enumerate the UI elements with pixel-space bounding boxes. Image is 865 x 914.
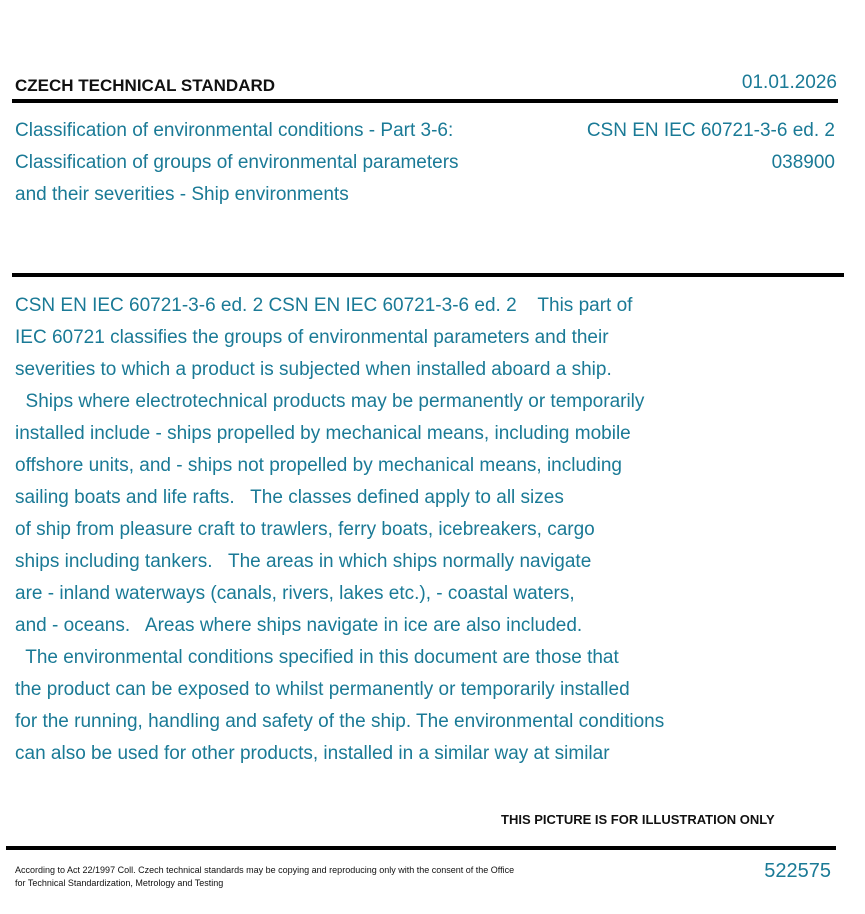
abstract-line: and - oceans. Areas where ships navigate in ice are also included. [15, 615, 583, 636]
abstract-line: for the running, handling and safety of the ship. The environmental conditions [15, 711, 665, 732]
abstract-line: are - inland waterways (canals, rivers, lakes etc.), - coastal waters, [15, 583, 575, 604]
abstract-line: the product can be exposed to whilst permanently or temporarily installed [15, 679, 630, 700]
publication-date: 01.01.2026 [741, 72, 837, 93]
standard-identifier [587, 115, 835, 179]
abstract-line: sailing boats and life rafts. The classes defined apply to all sizes [15, 487, 564, 508]
standard-title [15, 115, 535, 211]
standard-title-line: and their severities - Ship environments [15, 184, 349, 205]
top-divider [12, 99, 838, 103]
illustration-note: THIS PICTURE IS FOR ILLUSTRATION ONLY [501, 812, 775, 827]
legal-notice-line: According to Act 22/1997 Coll. Czech technical standards may be copying and reproducing only with the consent of the Office [15, 865, 515, 875]
abstract-text [15, 290, 775, 770]
legal-notice [15, 864, 615, 890]
standard-title-line: Classification of groups of environmental parameters [15, 152, 459, 173]
standard-code: CSN EN IEC 60721-3-6 ed. 2 [586, 120, 835, 141]
abstract-line: CSN EN IEC 60721-3-6 ed. 2 CSN EN IEC 60721-3-6 ed. 2 This part of [15, 295, 633, 316]
abstract-line: IEC 60721 classifies the groups of environmental parameters and their [15, 327, 609, 348]
legal-notice-line: for Technical Standardization, Metrology and Testing [15, 878, 224, 888]
abstract-line: of ship from pleasure craft to trawlers, ferry boats, icebreakers, cargo [15, 519, 595, 540]
bottom-divider [6, 846, 836, 850]
standard-title-line: Classification of environmental conditions - Part 3-6: [15, 120, 454, 141]
abstract-line: severities to which a product is subjected when installed aboard a ship. [15, 359, 612, 380]
classification-number: 038900 [771, 152, 835, 173]
document-number: 522575 [764, 860, 831, 882]
abstract-line: ships including tankers. The areas in which ships normally navigate [15, 551, 592, 572]
document-type-heading: CZECH TECHNICAL STANDARD [15, 76, 276, 95]
abstract-line: Ships where electrotechnical products may be permanently or temporarily [15, 391, 645, 412]
abstract-line: The environmental conditions specified in this document are those that [15, 647, 619, 668]
abstract-line: can also be used for other products, installed in a similar way at similar [15, 743, 610, 764]
abstract-line: offshore units, and - ships not propelled by mechanical means, including [15, 455, 622, 476]
abstract-line: installed include - ships propelled by mechanical means, including mobile [15, 423, 631, 444]
middle-divider [12, 273, 844, 277]
